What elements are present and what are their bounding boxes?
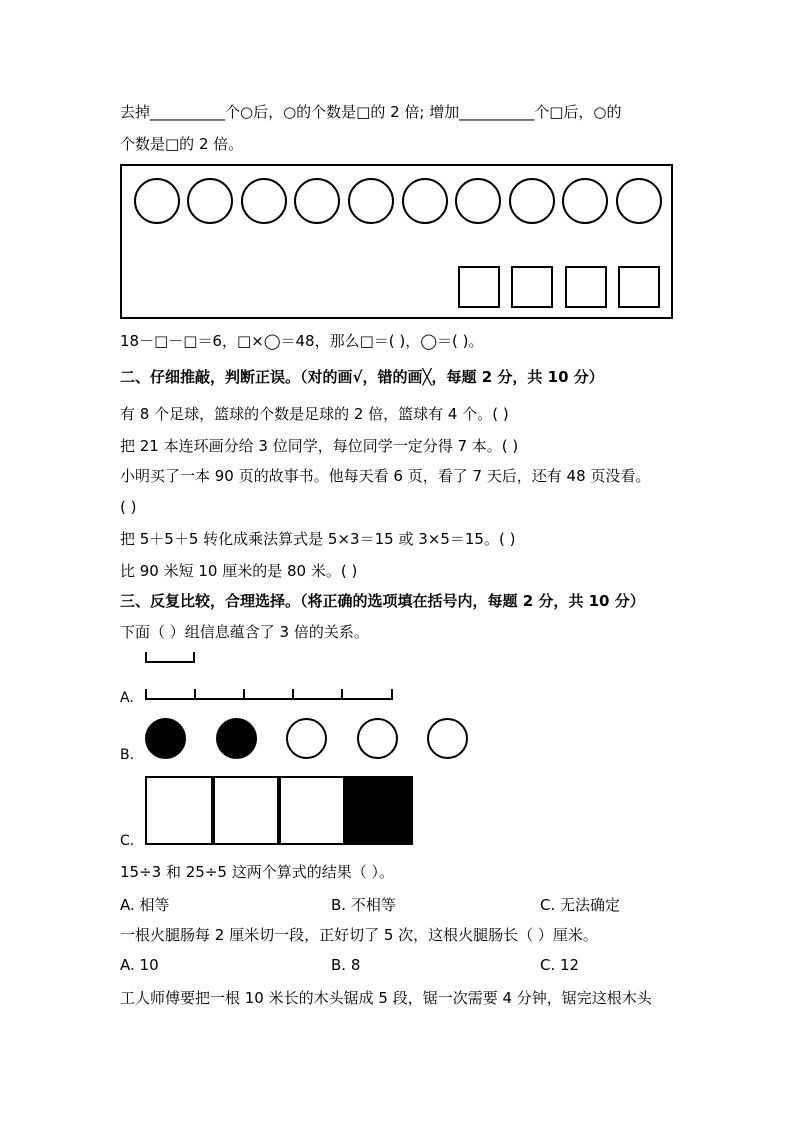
segment-long — [145, 689, 393, 700]
circle-shape — [616, 178, 662, 224]
circle-shape — [402, 178, 448, 224]
question-text: 个数是□的 2 倍。 — [120, 135, 244, 153]
option-label: A. — [120, 690, 134, 706]
white-box — [277, 776, 347, 845]
segment-tick — [243, 689, 245, 700]
segment-unit — [145, 652, 195, 663]
filled-circle — [145, 718, 186, 759]
choice-option-a: A. 相等 — [120, 896, 170, 914]
circle-shape — [455, 178, 501, 224]
option-label: B. — [120, 747, 135, 763]
segment-tick — [292, 689, 294, 700]
question-text: 去掉__________个○后，○的个数是□的 2 倍; 增加__________个□后，○的 — [120, 103, 622, 121]
empty-circle — [286, 718, 327, 759]
empty-circle — [427, 718, 468, 759]
square-shape — [618, 266, 660, 308]
segment-tick — [341, 689, 343, 700]
empty-circle — [357, 718, 398, 759]
judgement-item: 有 8 个足球，篮球的个数是足球的 2 倍，篮球有 4 个。( ) — [120, 405, 509, 423]
white-box — [145, 776, 215, 845]
choice-question: 下面（ ）组信息蕴含了 3 倍的关系。 — [120, 623, 369, 641]
equation-question: 18－□－□＝6，□×◯＝48，那么□＝( )，◯＝( )。 — [120, 332, 484, 350]
circle-shape — [294, 178, 340, 224]
choice-option-c: C. 无法确定 — [540, 896, 621, 914]
square-shape — [458, 266, 500, 308]
choice-question: 15÷3 和 25÷5 这两个算式的结果（ ）。 — [120, 863, 394, 881]
choice-option-a: A. 10 — [120, 956, 159, 974]
answer-bracket: ( ) — [120, 498, 137, 516]
judgement-item: 比 90 米短 10 厘米的是 80 米。( ) — [120, 562, 358, 580]
circle-shape — [562, 178, 608, 224]
segment-tick — [194, 689, 196, 700]
section-heading: 三、反复比较，合理选择。（将正确的选项填在括号内，每题 2 分，共 10 分） — [120, 592, 645, 610]
circle-shape — [509, 178, 555, 224]
square-shape — [511, 266, 553, 308]
square-shape — [565, 266, 607, 308]
black-box — [343, 776, 413, 845]
option-label: C. — [120, 833, 135, 849]
section-heading: 二、仔细推敲，判断正误。（对的画√，错的画╳，每题 2 分，共 10 分） — [120, 368, 604, 386]
circle-shape — [348, 178, 394, 224]
judgement-item: 小明买了一本 90 页的故事书。他每天看 6 页，看了 7 天后，还有 48 页没看。 — [120, 467, 651, 485]
white-box — [211, 776, 281, 845]
choice-question: 一根火腿肠每 2 厘米切一段，正好切了 5 次，这根火腿肠长（ ）厘米。 — [120, 926, 598, 944]
choice-option-c: C. 12 — [540, 956, 580, 974]
shapes-figure — [120, 164, 673, 319]
circle-shape — [187, 178, 233, 224]
filled-circle — [216, 718, 257, 759]
judgement-item: 把 5＋5＋5 转化成乘法算式是 5×3＝15 或 3×5＝15。( ) — [120, 530, 516, 548]
choice-option-b: B. 8 — [331, 956, 361, 974]
judgement-item: 把 21 本连环画分给 3 位同学，每位同学一定分得 7 本。( ) — [120, 437, 519, 455]
circle-shape — [134, 178, 180, 224]
choice-option-b: B. 不相等 — [331, 896, 396, 914]
circle-shape — [241, 178, 287, 224]
choice-question: 工人师傅要把一根 10 米长的木头锯成 5 段，锯一次需要 4 分钟，锯完这根木头 — [120, 989, 652, 1007]
